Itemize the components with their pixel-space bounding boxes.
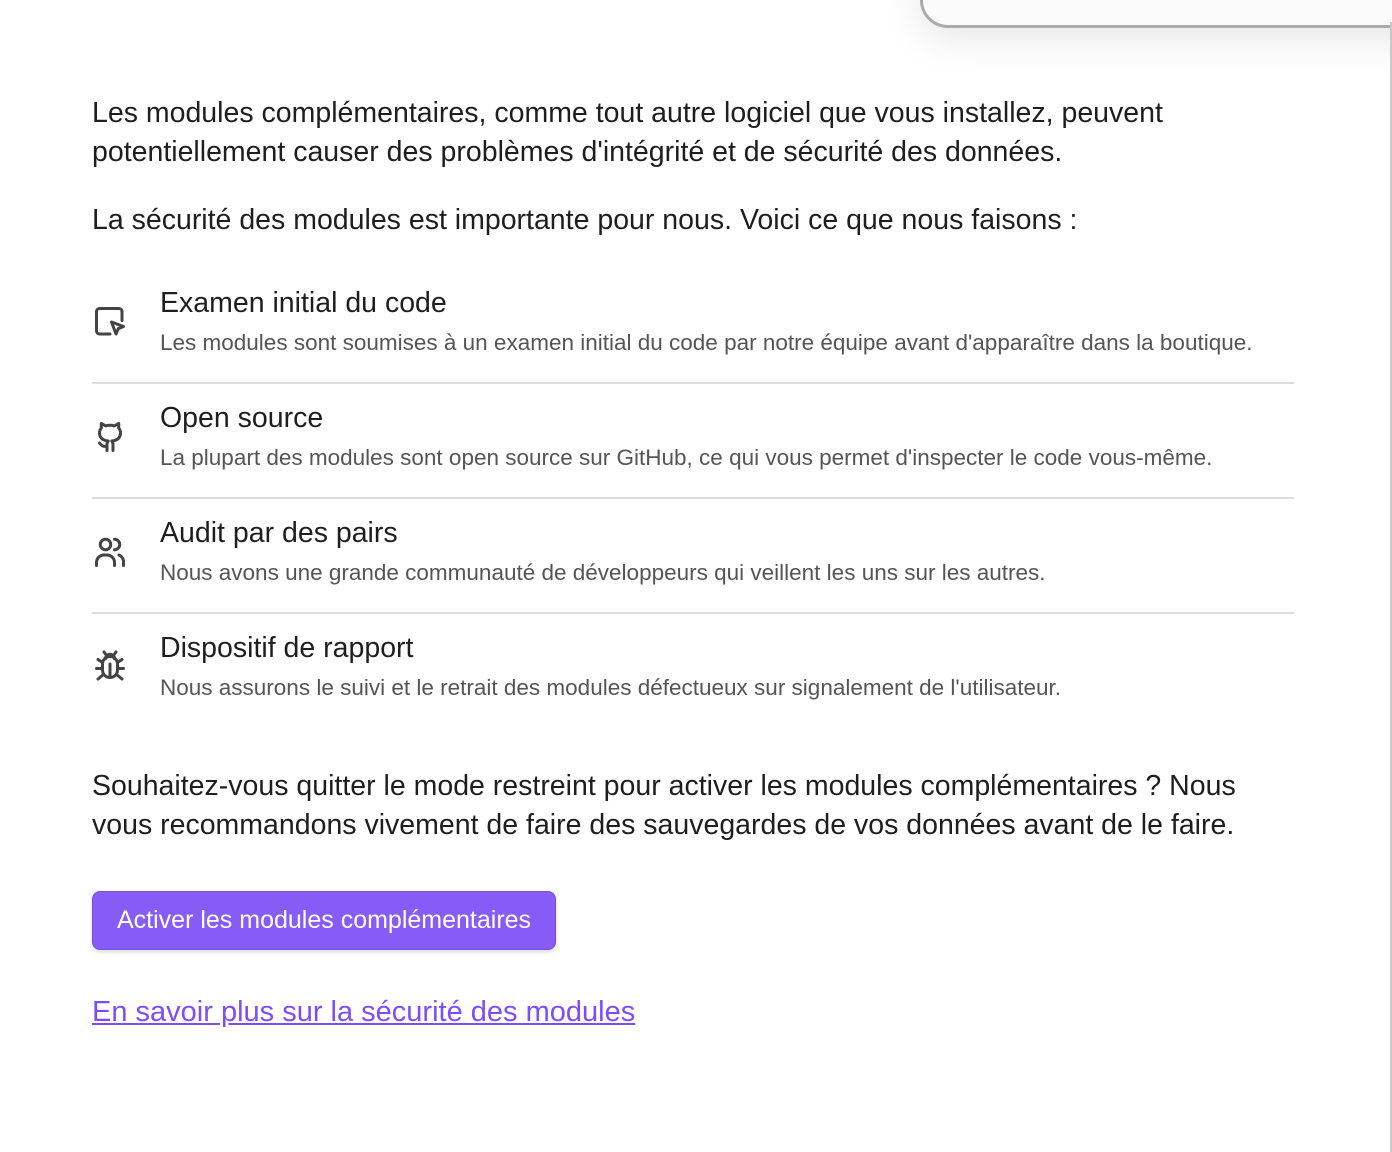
overlapping-window-edge <box>920 0 1392 28</box>
item-description: Nous assurons le suivi et le retrait des modules défectueux sur signalement de l'utilisateur. <box>160 675 1062 700</box>
enable-plugins-button[interactable]: Activer les modules complémentaires <box>92 891 556 950</box>
list-item <box>92 384 1294 499</box>
security-lead-text: La sécurité des modules est importante pour nous. Voici ce que nous faisons : <box>92 204 1078 236</box>
confirmation-question: Souhaitez-vous quitter le mode restreint pour activer les modules complémentaires ? Nous vous recommandons vivement de faire des sauvegardes de vos données avant de le faire. <box>92 770 1236 841</box>
item-description: Les modules sont soumises à un examen initial du code par notre équipe avant d'apparaître dans la boutique. <box>160 330 1253 355</box>
list-item <box>92 614 1294 727</box>
list-item <box>92 499 1294 614</box>
users-icon <box>92 534 160 570</box>
item-description: Nous avons une grande communauté de développeurs qui veillent les uns sur les autres. <box>160 560 1046 585</box>
learn-more-link[interactable]: En savoir plus sur la sécurité des modules <box>92 996 636 1028</box>
code-review-icon <box>92 304 160 340</box>
bug-icon <box>92 649 160 685</box>
item-title: Examen initial du code <box>160 287 447 319</box>
item-title: Open source <box>160 402 324 434</box>
restricted-mode-panel <box>92 94 1294 1029</box>
intro-text: Les modules complémentaires, comme tout autre logiciel que vous installez, peuvent potentiellement causer des problèmes d'intégrité et de sécurité des données. <box>92 97 1163 168</box>
item-description: La plupart des modules sont open source sur GitHub, ce qui vous permet d'inspecter le code vous-même. <box>160 445 1213 470</box>
github-icon <box>92 419 160 455</box>
item-title: Dispositif de rapport <box>160 632 414 664</box>
security-measures-list <box>92 269 1294 727</box>
item-title: Audit par des pairs <box>160 517 398 549</box>
list-item <box>92 269 1294 384</box>
